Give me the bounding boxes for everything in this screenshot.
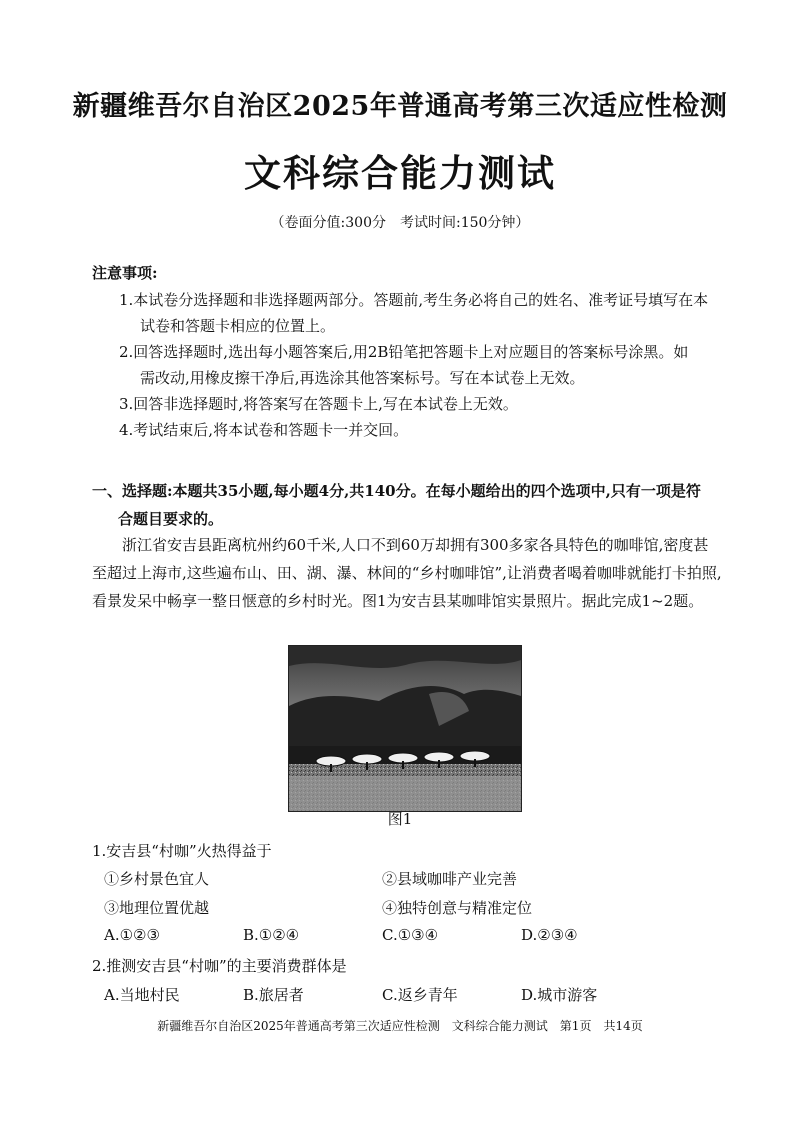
answer-option: C.返乡青年 bbox=[382, 986, 458, 1004]
exam-title: 文科综合能力测试 bbox=[244, 151, 556, 195]
cafe-photo bbox=[288, 645, 522, 812]
answer-option: D.城市游客 bbox=[521, 986, 598, 1004]
question-2-stem: 2.推测安吉县“村咖”的主要消费群体是 bbox=[92, 957, 347, 975]
answer-option: C.①③④ bbox=[382, 926, 439, 944]
statement: ④独特创意与精准定位 bbox=[382, 899, 533, 917]
exam-meta: （卷面分值:300分 考试时间:150分钟） bbox=[270, 215, 530, 231]
answer-option: A.当地村民 bbox=[104, 986, 180, 1004]
section-heading: 一、选择题:本题共35小题,每小题4分,共140分。在每小题给出的四个选项中,只有一项是符 合题目要求的。 bbox=[92, 482, 701, 528]
notice-item: 3.回答非选择题时,将答案写在答题卡上,写在本试卷上无效。 bbox=[119, 395, 518, 413]
statement: ③地理位置优越 bbox=[104, 899, 210, 917]
answer-option: D.②③④ bbox=[521, 926, 578, 944]
landscape-photo-icon bbox=[289, 646, 521, 811]
notice-title: 注意事项: bbox=[92, 264, 158, 282]
answer-option: A.①②③ bbox=[104, 926, 160, 944]
exam-header: 新疆维吾尔自治区2025年普通高考第三次适应性检测 bbox=[72, 91, 728, 122]
page-footer: 新疆维吾尔自治区2025年普通高考第三次适应性检测 文科综合能力测试 第1页 共14页 bbox=[157, 1019, 643, 1033]
notice-list bbox=[119, 287, 719, 443]
statement: ②县域咖啡产业完善 bbox=[382, 870, 518, 888]
answer-option: B.旅居者 bbox=[243, 986, 304, 1004]
notice-item: 4.考试结束后,将本试卷和答题卡一并交回。 bbox=[119, 421, 409, 439]
notice-item: 2.回答选择题时,选出每小题答案后,用2B铅笔把答题卡上对应题目的答案标号涂黑。如 需改动,用橡皮擦干净后,再选涂其他答案标号。写在本试卷上无效。 bbox=[119, 343, 689, 387]
statement: ①乡村景色宜人 bbox=[104, 870, 210, 888]
answer-option: B.①②④ bbox=[243, 926, 300, 944]
figure-caption: 图1 bbox=[387, 810, 413, 828]
question-1-stem: 1.安吉县“村咖”火热得益于 bbox=[92, 842, 272, 860]
passage-intro: 浙江省安吉县距离杭州约60千米,人口不到60万却拥有300多家各具特色的咖啡馆,密度甚至超过上海市,这些遍布山、田、湖、瀑、林间的“乡村咖啡馆”,让消费者喝着咖啡就能打卡拍照,看景发呆中畅享一整日惬意的乡村时光。图1为安吉县某咖啡馆实景照片。据此完成1~2题。 bbox=[92, 536, 722, 610]
notice-item: 1.本试卷分选择题和非选择题两部分。答题前,考生务必将自己的姓名、准考证号填写在本 试卷和答题卡相应的位置上。 bbox=[119, 291, 709, 335]
